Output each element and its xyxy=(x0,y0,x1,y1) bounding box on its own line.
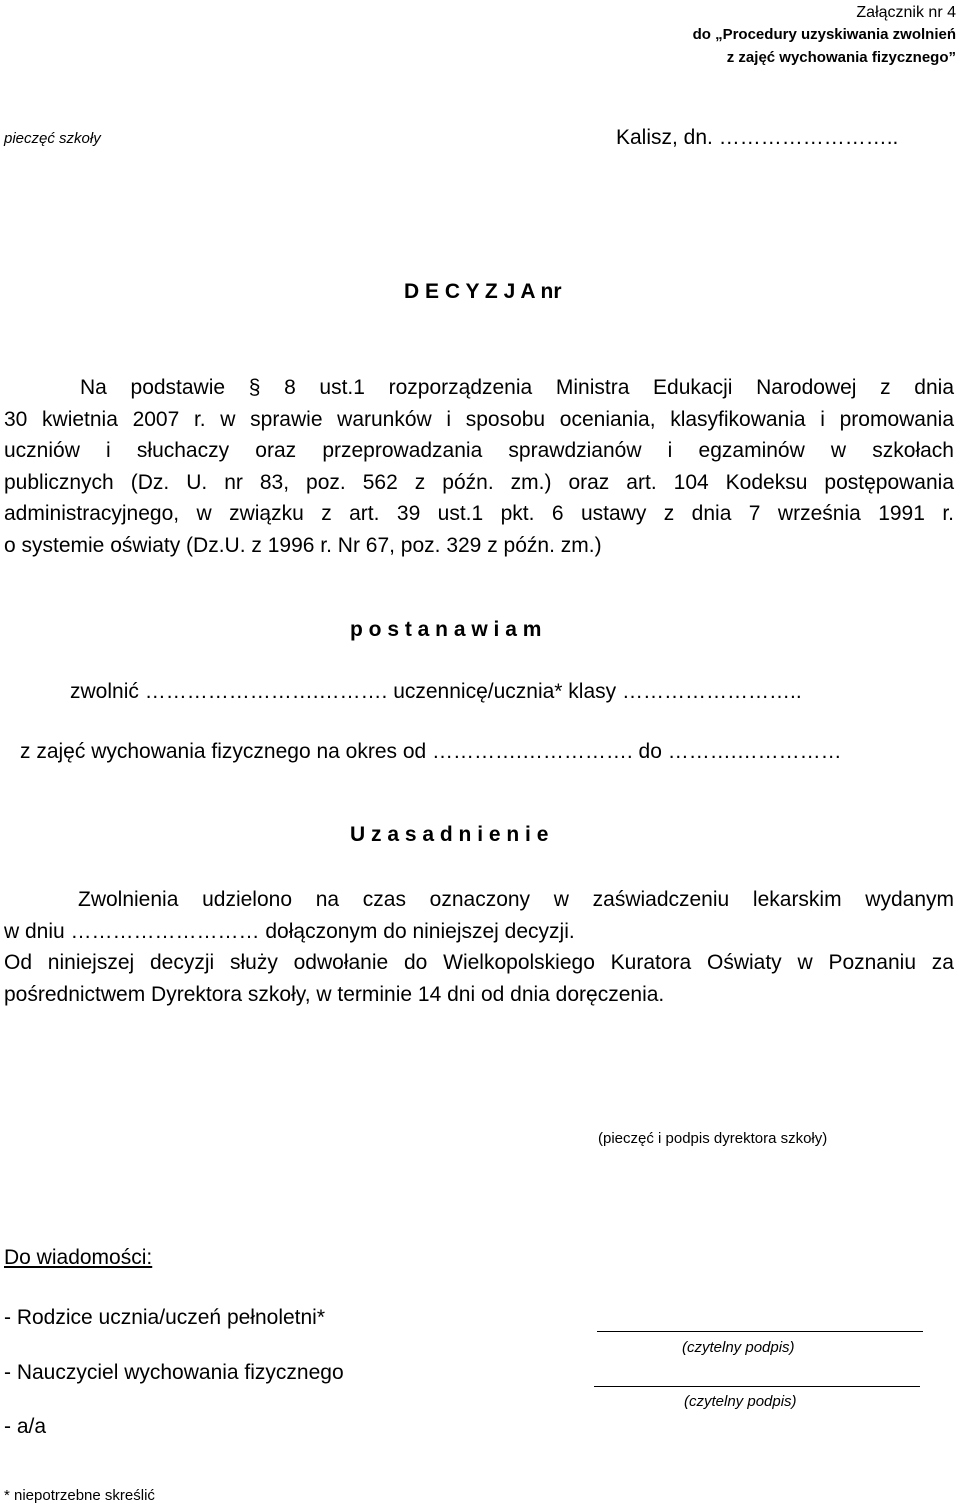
legal-basis-line: administracyjnego, w związku z art. 39 ust.1 pkt. 6 ustawy z dnia 7 września 1991 r. xyxy=(4,502,954,525)
legal-basis-paragraph xyxy=(4,372,954,561)
legal-basis-line: 30 kwietnia 2007 r. w sprawie warunków i sposobu oceniania, klasyfikowania i promowania xyxy=(4,407,954,431)
legible-signature-caption: (czytelny podpis) xyxy=(682,1339,795,1356)
legal-basis-line: o systemie oświaty (Dz.U. z 1996 r. Nr 67, poz. 329 z późn. zm.) xyxy=(4,533,602,557)
document-title: D E C Y Z J A nr xyxy=(404,280,562,303)
justification-line: Od niniejszej decyzji służy odwołanie do Wielkopolskiego Kuratora Oświaty w Poznaniu za xyxy=(4,951,954,974)
signature-line xyxy=(597,1331,923,1332)
legal-basis-line: publicznych (Dz. U. nr 83, poz. 562 z późn. zm.) oraz art. 104 Kodeksu postępowania xyxy=(4,470,954,494)
legible-signature-caption: (czytelny podpis) xyxy=(684,1393,797,1410)
justification-paragraph xyxy=(4,884,954,1010)
director-signature-caption: (pieczęć i podpis dyrektora szkoły) xyxy=(598,1130,828,1147)
notice-heading: Do wiadomości: xyxy=(4,1246,153,1269)
release-line: zwolnić …………………….………. uczennicę/ucznia* klasy …………………….. xyxy=(70,680,802,703)
procedure-label: do „Procedury uzyskiwania zwolnień xyxy=(692,26,956,43)
procedure-label-2: z zajęć wychowania fizycznego” xyxy=(726,49,956,66)
signature-line xyxy=(594,1386,920,1387)
recipient-item: - Nauczyciel wychowania fizycznego xyxy=(4,1361,344,1384)
footnote: * niepotrzebne skreślić xyxy=(4,1487,155,1504)
attachment-label: Załącznik nr 4 xyxy=(856,4,956,21)
period-line: z zajęć wychowania fizycznego na okres od ………….……………. do ……….…………… xyxy=(20,740,842,763)
justification-line: pośrednictwem Dyrektora szkoły, w terminie 14 dni od dnia doręczenia. xyxy=(4,982,665,1006)
legal-basis-line: uczniów i słuchaczy oraz przeprowadzania sprawdzianów i egzaminów w szkołach xyxy=(4,439,954,462)
recipient-item: - Rodzice ucznia/uczeń pełnoletni* xyxy=(4,1306,326,1329)
decision-heading: p o s t a n a w i a m xyxy=(350,618,542,641)
justification-heading: U z a s a d n i e n i e xyxy=(350,823,549,846)
justification-line: Zwolnienia udzielono na czas oznaczony w zaświadczeniu lekarskim wydanym xyxy=(78,888,954,911)
school-stamp-label: pieczęć szkoły xyxy=(4,130,101,147)
legal-basis-line: Na podstawie § 8 ust.1 rozporządzenia Ministra Edukacji Narodowej z dnia xyxy=(80,376,954,399)
place-date: Kalisz, dn. …………………….. xyxy=(616,126,899,149)
justification-line: w dniu ……………………… dołączonym do niniejszej decyzji. xyxy=(4,919,575,943)
recipient-item: - a/a xyxy=(4,1415,47,1438)
